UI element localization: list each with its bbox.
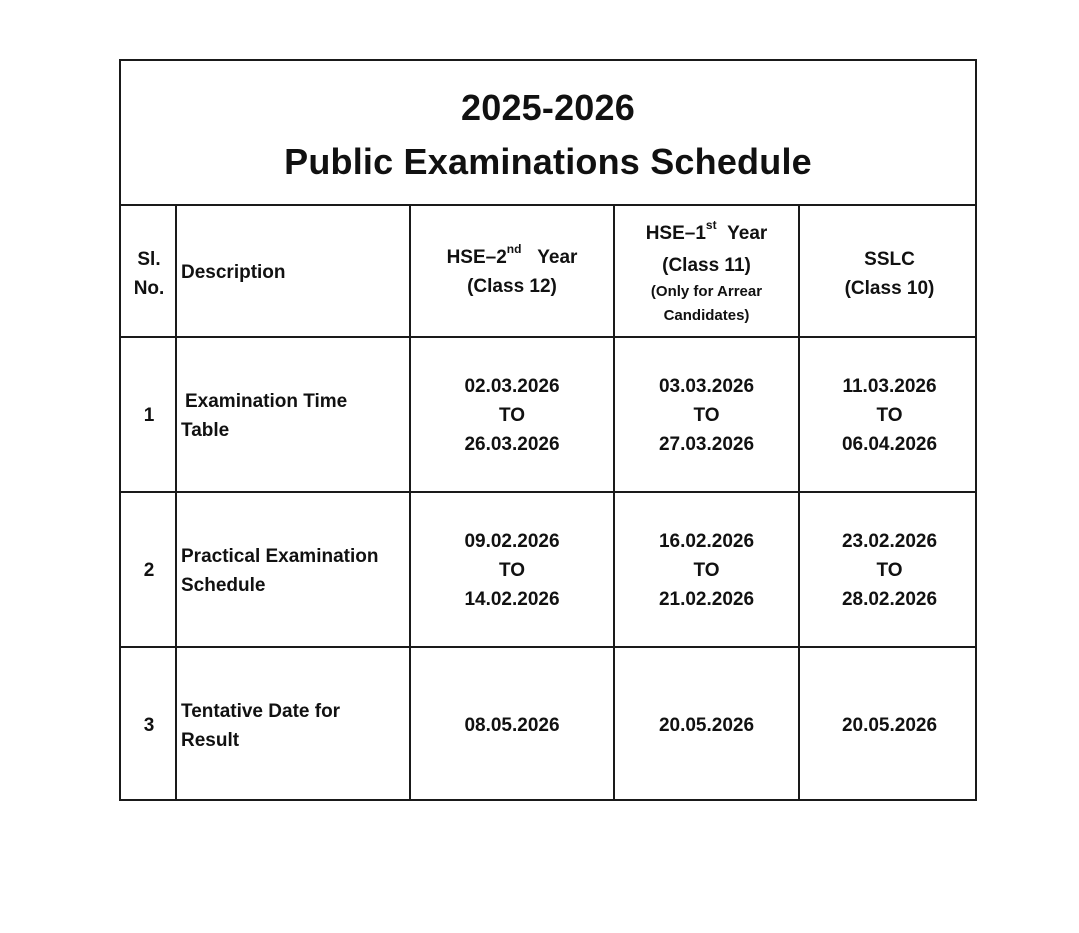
header-hse1-title bbox=[615, 219, 798, 248]
schedule-table bbox=[119, 59, 977, 801]
row-3-description bbox=[177, 697, 409, 755]
header-hse2 bbox=[411, 243, 613, 301]
row-1-sslc-from: 11.03.2026 bbox=[842, 376, 937, 397]
row-3-description-line1: Tentative Date for bbox=[181, 701, 341, 722]
row-1-hse2-to-word: TO bbox=[498, 405, 526, 426]
header-hse1-suffix: Year bbox=[727, 223, 768, 244]
header-hse2-suffix: Year bbox=[537, 247, 578, 268]
row-2-hse2-from: 09.02.2026 bbox=[464, 531, 560, 552]
row-1-hse1 bbox=[615, 372, 798, 459]
header-hse2-class: (Class 12) bbox=[467, 276, 557, 297]
header-hse1 bbox=[615, 219, 798, 328]
row-2-sslc-to-word: TO bbox=[876, 560, 903, 581]
row-1-description bbox=[177, 387, 409, 445]
row-2-description bbox=[177, 542, 409, 600]
row-2-sslc-to: 28.02.2026 bbox=[841, 589, 938, 610]
row-1-sslc bbox=[800, 372, 979, 459]
row-2-hse1 bbox=[615, 527, 798, 614]
row-3-hse2: 08.05.2026 bbox=[464, 715, 560, 736]
row-3-sl: 3 bbox=[143, 715, 155, 736]
row-1-hse2-from: 02.03.2026 bbox=[464, 376, 560, 397]
row-2-hse2-to: 14.02.2026 bbox=[464, 589, 560, 610]
row-2-hse1-to-word: TO bbox=[693, 560, 720, 581]
row-1-sslc-to-word: TO bbox=[876, 405, 903, 426]
header-hse2-sup: nd bbox=[506, 241, 522, 256]
header-sslc bbox=[800, 245, 979, 303]
row-3-hse1: 20.05.2026 bbox=[658, 715, 755, 736]
header-sslc-name: SSLC bbox=[864, 249, 915, 270]
row-divider bbox=[121, 336, 975, 338]
header-hse1-class: (Class 11) bbox=[662, 255, 751, 276]
header-sl-no-line2: No. bbox=[133, 278, 165, 299]
header-sl-no-line1: Sl. bbox=[137, 249, 161, 270]
header-sslc-class: (Class 10) bbox=[844, 278, 935, 299]
row-1-description-line1: Examination Time bbox=[185, 391, 348, 412]
title-year: 2025-2026 bbox=[461, 87, 635, 128]
row-1-hse1-to-word: TO bbox=[693, 405, 720, 426]
row-2-sl: 2 bbox=[143, 560, 155, 581]
row-1-hse1-from: 03.03.2026 bbox=[658, 376, 755, 397]
row-2-hse1-to: 21.02.2026 bbox=[658, 589, 755, 610]
header-hse1-prefix: HSE–1 bbox=[645, 223, 706, 244]
row-3-sslc: 20.05.2026 bbox=[841, 715, 938, 736]
header-description: Description bbox=[181, 262, 286, 283]
row-divider bbox=[121, 491, 975, 493]
row-1-hse1-to: 27.03.2026 bbox=[658, 434, 755, 455]
title-main: Public Examinations Schedule bbox=[284, 141, 812, 182]
row-divider bbox=[121, 646, 975, 648]
row-2-hse2-to-word: TO bbox=[498, 560, 526, 581]
header-hse2-title bbox=[411, 243, 613, 272]
row-2-description-line1: Practical Examination bbox=[181, 546, 379, 567]
row-2-sslc bbox=[800, 527, 979, 614]
header-hse1-sup: st bbox=[705, 217, 717, 232]
row-1-description-line2: Table bbox=[181, 420, 230, 441]
header-hse2-prefix: HSE–2 bbox=[446, 247, 507, 268]
row-2-description-line2: Schedule bbox=[181, 575, 266, 596]
row-1-hse2 bbox=[411, 372, 613, 459]
header-hse1-note-line1: (Only for Arrear bbox=[650, 283, 763, 300]
row-1-sslc-to: 06.04.2026 bbox=[841, 434, 938, 455]
row-2-hse2 bbox=[411, 527, 613, 614]
header-hse1-note-line2: Candidates) bbox=[663, 307, 750, 324]
row-2-sslc-from: 23.02.2026 bbox=[841, 531, 938, 552]
row-1-sl: 1 bbox=[143, 405, 155, 426]
row-2-hse1-from: 16.02.2026 bbox=[658, 531, 755, 552]
header-sl-no bbox=[121, 245, 177, 303]
row-1-hse2-to: 26.03.2026 bbox=[464, 434, 560, 455]
row-3-description-line2: Result bbox=[181, 730, 240, 751]
